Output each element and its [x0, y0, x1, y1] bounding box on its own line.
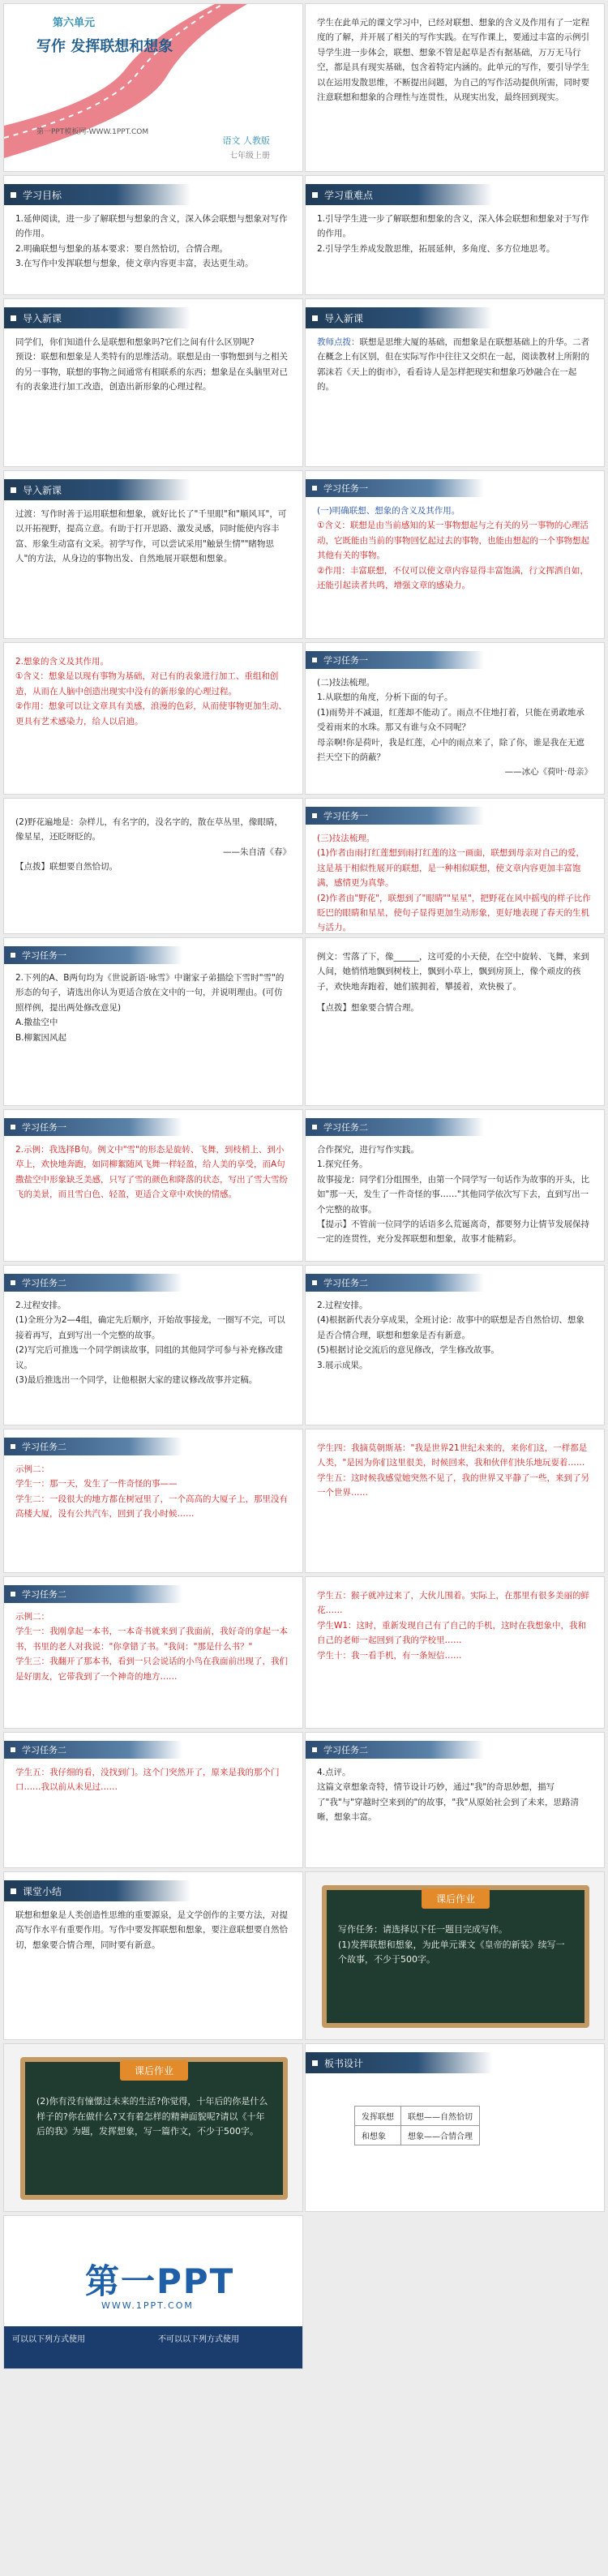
board-cell: 发挥联想	[355, 2107, 401, 2126]
option-b: B.柳絮因风起	[15, 1032, 67, 1043]
grade: 七年级上册	[229, 152, 270, 161]
slide-objectives	[3, 175, 303, 295]
quote-source: ——朱自清《春》	[223, 847, 291, 857]
homework-caption: 课后作业	[422, 1888, 490, 1909]
option-a: A.撒盐空中	[15, 1018, 58, 1028]
slide-summary	[3, 1871, 303, 2040]
section-header: 学习任务一	[323, 655, 368, 666]
slide-task2-b	[3, 1265, 303, 1425]
slide-task1-d	[3, 937, 303, 1106]
keypoints-text: 1.引导学生进一步了解联想和想象的含义，深入体会联想和想象对于写作的作用。 2.引导学生养成发散思维，拓展延伸，多角度、多方位地思考。	[317, 214, 589, 254]
board-cell: 想象——合情合理	[401, 2126, 480, 2145]
slide-task1-answer	[3, 1109, 303, 1262]
example-text: 学生一：那一天，发生了一件奇怪的事—— 学生二：一段很大的地方都在树冠里了，一个高高的大厦子上，那里没有高楼大厦，没有公共汽车，回到了我小时候……	[15, 1479, 288, 1519]
section-header: 学习任务二	[22, 1442, 66, 1452]
process-text: 2.过程安排。 (1)全班分为2—4组，确定先后顺序，开始故事接龙，一圈写不完，可以接着再写，直到写出一个完整的故事。 (2)写完后可推选一个同学朗读故事，同组的其他同学可参与补充修改建议。 (3)最后推选出一个同学，让他根据大家的建议修改故事并定稿。	[15, 1301, 285, 1385]
section-header: 学习任务一	[323, 811, 368, 821]
example-text: 学生一：我刚拿起一本书，一本奇书就来到了我面前，我好奇的拿起一本书，书里的老人对我说："你拿错了书。"我问："那是什么书？" 学生三：我翻开了那本书，看到一只会说话的小鸟在我面前出现了，我们是好朋友，它带我到了一个神奇的地方……	[15, 1627, 288, 1682]
objectives-text: 1.延伸阅读，进一步了解联想与想象的含义，深入体会联想与想象对写作的作用。 2.明确联想与想象的基本要求：要自然恰切，合情合理。 3.在写作中发挥联想与想象，使文章内容更丰富，表达更生动。	[15, 214, 288, 269]
brand-logo: 第一PPT	[85, 2261, 235, 2301]
slide-transition	[3, 470, 303, 639]
task-text: 合作探究，进行写作实践。 1.探究任务。 故事接龙：同学们分组围坐，由第一个同学写一句话作为故事的开头，比如"那一天，发生了一件奇怪的事……"其他同学依次写下去，直到写出一个完整的故事。	[317, 1145, 589, 1215]
example-label: 示例二：	[15, 1612, 49, 1622]
slide-intro	[305, 3, 605, 172]
section-header: 学习任务一	[22, 950, 66, 961]
example-label: 示例二：	[15, 1464, 49, 1474]
slide-task2-review	[305, 1732, 605, 1868]
slide-homework-1	[305, 1871, 605, 2040]
usage-allowed-title: 可以以下列方式使用	[12, 2335, 85, 2344]
section-header: 导入新课	[23, 312, 62, 324]
slide-task1-a	[305, 470, 605, 639]
watermark: 第一PPT模板网-WWW.1PPT.COM	[36, 128, 149, 136]
section-header: 学习任务二	[22, 1589, 66, 1600]
slide-board-design	[305, 2043, 605, 2212]
slide-task2-example2-cont	[305, 1576, 605, 1729]
quote-source: ——冰心《荷叶·母亲》	[504, 767, 593, 778]
summary-text: 联想和想象是人类创造性思维的重要源泉，是文学创作的主要方法，对提高写作水平有重要作用。写作中要发挥联想和想象，要注意联想要自然恰切，想象要合情合理，同时要有新意。	[15, 1910, 288, 1950]
slide-task2-example1	[3, 1429, 303, 1573]
section-header: 学习任务二	[22, 1278, 66, 1288]
slide-task2-c	[305, 1265, 605, 1425]
tip-text: 【点拨】想象要合情合理。	[317, 1003, 419, 1014]
section-header: 导入新课	[23, 484, 62, 496]
brand-site: WWW.1PPT.COM	[101, 2300, 194, 2311]
slide-example-spring	[3, 798, 303, 934]
slide-intro-lesson-2	[305, 298, 605, 467]
example-text: 学生五：我仔细的看，没找到门。这个门突然开了，原来是我的那个门口……我以前从未见过……	[15, 1768, 280, 1793]
unit-label: 第六单元	[53, 17, 96, 29]
review-text: 4.点评。 这篇文章想象奇特，情节设计巧妙，通过"我"的奇思妙想，描写了"我"与"穿越时空来到的"的故事，"我"从原始社会到了未来，思路清晰，想象丰富。	[317, 1768, 579, 1823]
analysis-text: (1)作者由雨打红莲想到雨打红莲的这一画面，联想到母亲对自己的爱，这是基于相似性展开的联想，是一种相似联想，使文章内容更加丰富饱满，感情更为真挚。 (2)作者由"野花"，联想到了"眼睛""星星"，把野花在风中摇曳的样子比作眨巴的眼睛和星星，使句子显得更加生动形象，更好地表现了春天的生机与活力。	[317, 848, 591, 933]
slide-task2-example3	[3, 1732, 303, 1868]
lesson-title: 写作 发挥联想和想象	[36, 38, 173, 55]
slide-keypoints	[305, 175, 605, 295]
slide-task2-a	[305, 1109, 605, 1262]
imagination-text: 2.想象的含义及其作用。 ①含义：想象是以现有事物为基础，对已有的表象进行加工、重组和创造，从而在人脑中创造出现实中没有的新形象的心理过程。 ②作用：想象可以让文章具有美感，浪漫的色彩，从而使事物更加生动、更具有艺术感染力，给人以启迪。	[15, 657, 287, 727]
slide-task2-example1-cont	[305, 1429, 605, 1573]
section-header: 学习任务二	[323, 1745, 368, 1755]
chalkboard	[20, 2057, 288, 2200]
section-header: 学习任务二	[22, 1745, 66, 1755]
answer-text: 2.示例：我选择B句。例文中"雪"的形态是旋转、飞舞，到枝梢上、到小草上，欢快地奔跑，如同柳絮随风飞舞一样轻盈，给人美的享受，而A句撒盐空中形象缺乏美感，只写了雪的颜色和降落的状态，写出了雪大雪纷飞的美景，而且雪白色、轻盈，更适合文章中欢快的情感。	[15, 1145, 288, 1200]
slide-task1-c	[305, 798, 605, 934]
slide-task2-example2	[3, 1576, 303, 1729]
intro-lesson-text: 同学们，你们知道什么是联想和想象吗?它们之间有什么区别呢? 预设：联想和想象是人类特有的思维活动。联想是由一事物想到与之相关的另一事物，联想的事物之间通常有相联系的东西；想象是在头脑里对已有的表象进行加工改造，创造出新形象的心理过程。	[15, 337, 288, 392]
task-subtitle: (一)明确联想、想象的含义及其作用。	[317, 506, 460, 516]
section-header: 学习目标	[23, 189, 62, 201]
definition-text: ①含义：联想是由当前感知的某一事物想起与之有关的另一事物的心理活动，它既能由当前的事物回忆起过去的事物，也能由想起的一个事物想起其他有关的事物。	[317, 521, 589, 561]
section-header: 学习任务一	[22, 1122, 66, 1133]
process-text: 2.过程安排。 (4)根据新代表分享成果，全班讨论：故事中的联想是否自然恰切、想象是否合情合理，联想和想象是否有新意。 (5)根据讨论交流后的意见修改，学生修改故事。 3.展示成果。	[317, 1301, 584, 1370]
section-header: 学习任务一	[323, 483, 368, 494]
section-header: 板书设计	[324, 2057, 364, 2069]
example-text: 学生四：我摘莫朝斯基："我是世界21世纪未来的，来你们这，一样都是人类，"是因为你们这里很美，时候回来，我和伙伴们快乐地玩耍着…… 学生五：这时候我感觉她突然不见了，我的世界又平静了一些，来到了另一个世界……	[317, 1443, 589, 1498]
slide-example-snow	[305, 937, 605, 1106]
teacher-tip-text: 联想是思维大厦的基础，而想象是在联想基础上的升华。二者在概念上有区别，但在实际写作中往往又交织在一起，阅读教材上所附的郭沫若《天上的街市》，看看诗人是怎样把现实和想象巧妙融合在一起的。	[317, 337, 589, 392]
section-header: 导入新课	[324, 312, 364, 324]
slide-task1-b	[305, 642, 605, 795]
chalkboard	[322, 1885, 589, 2028]
section-header: 学习任务二	[323, 1122, 368, 1133]
slide-homework-2	[3, 2043, 303, 2212]
publisher: 语文 人教版	[222, 135, 270, 146]
section-header: 学习任务二	[323, 1278, 368, 1288]
technique-text: (二)技法梳理。 1.从联想的角度，分析下面的句子。 (1)雨势并不减退，红莲却不能动了。雨点不住地打着，只能在勇敢地承受着雨来的水珠。那又有谁与众不同呢？ 母亲啊!你是荷叶，我是红莲，心中的雨点来了，除了你，谁是我在无遮拦天空下的荫蔽？	[317, 678, 584, 762]
example-text: 学生五：猴子就冲过来了，大伙儿围着。实际上，在那里有很多美丽的鲜花…… 学生W1：这时，重新发现自己有了自己的手机，这时在我想象中，我和自己的老师一起回到了我的学校里…… 学生十：我一看手机，有一条短信……	[317, 1591, 589, 1661]
section-header: 课堂小结	[23, 1885, 62, 1897]
board-cell: 联想——自然恰切	[401, 2107, 480, 2126]
slide-title	[3, 3, 303, 172]
homework-caption: 课后作业	[120, 2060, 188, 2081]
homework-text: 写作任务：请选择以下任一题目完成写作。 (1)发挥联想和想象，为此单元课文《皇帝的新装》续写一个故事，不少于500字。	[338, 1924, 565, 1965]
question-text: 2.下列的A、B两句均为《世说新语·咏雪》中谢家子弟描绘下雪时"雪"的形态的句子，请选出你认为更适合放在文中的一句，并说明理由。(可仿照样例，提出两处修改意见)	[15, 973, 285, 1013]
slide-brand	[3, 2215, 303, 2369]
example-text: (2)野花遍地是：杂样儿，有名字的，没名字的，散在草丛里，像眼睛，像星星，还眨呀眨的。	[15, 817, 283, 842]
teacher-tip-label: 教师点拨：	[317, 337, 360, 347]
tip-text: 【点拨】联想要自然恰切。	[15, 862, 118, 872]
transition-text: 过渡：写作时善于运用联想和想象，就好比长了"千里眼"和"顺风耳"，可以开拓视野，提高立意。有助于打开思路、激发灵感，同时能使内容丰富、形象生动富有文采。初学写作，可以尝试采用"触景生情""睹物思人"的方法，从身边的事物出发、自然地展开联想和想象。	[15, 509, 287, 564]
slide-intro-lesson	[3, 298, 303, 467]
section-header: 学习重难点	[324, 189, 374, 201]
task-subtitle: (三)技法梳理。	[317, 834, 375, 843]
board-table	[354, 2106, 480, 2145]
example-text: 例文：雪落了下，像______，这可爱的小天使，在空中旋转、飞舞，来到人间，她悄悄地飘到树枝上，飘到小草上，飘到房顶上，像个顽皮的孩子，欢快地奔跑着，她们簇拥着，攀援着，欢快极了。	[317, 952, 589, 992]
slide-imagination	[3, 642, 303, 795]
usage-forbidden-title: 不可以以下列方式使用	[158, 2335, 239, 2344]
function-text: ②作用：丰富联想，不仅可以使文章内容显得丰富饱满，行文挥洒自如，还能引起读者共鸣，增强文章的感染力。	[317, 565, 589, 590]
board-cell: 和想象	[355, 2126, 401, 2145]
intro-text: 学生在此单元的课文学习中，已经对联想、想象的含义及作用有了一定程度的了解，并开展了相关的写作实践。在写作课上，要通过丰富的示例引导学生进一步体会，联想、想象不管是起草是否有据基础，万万无马行空，都是具有现实基础，包含着特定内涵的。此单元的写作，要引导学生以在运用发散思维，不断提出问题，为自己的写作活动提供所需，同时要注意联想和想象的合理性与连贯性，从现实出发，最终回到现实。	[317, 18, 589, 102]
homework-text: (2)你有没有憧憬过未来的生活?你觉得，十年后的你是什么样子的?你在做什么?又有着怎样的精神面貌呢?请以《十年后的我》为题，发挥想象，写一篇作文，不少于500字。	[36, 2096, 268, 2137]
tip-text: 【提示】不管前一位同学的话语多么荒诞离奇，都要努力让情节发展保持一定的连贯性，充分发挥联想和想象，故事才能精彩。	[317, 1219, 589, 1245]
